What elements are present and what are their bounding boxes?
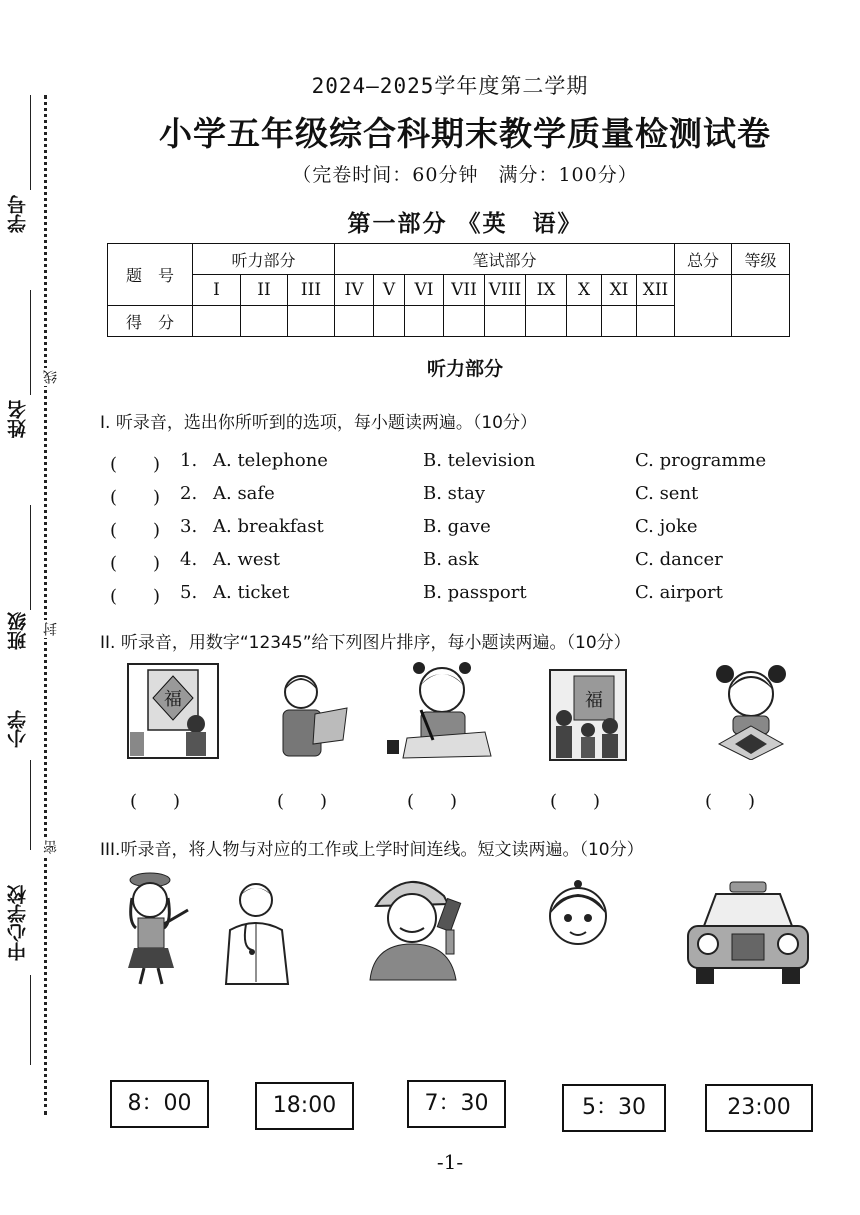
section-2-title: II. 听录音，用数字“12345”给下列图片排序，每小题读两遍。（10分） [100, 633, 631, 653]
time-box[interactable]: 8：00 [110, 1080, 209, 1128]
listening-header: 听力部分 [193, 244, 335, 275]
question-number-header: 题 号 [108, 244, 193, 306]
picture-painter [360, 870, 480, 982]
grade-header: 等级 [732, 244, 790, 275]
question-number: 5. [180, 582, 198, 603]
time-box[interactable]: 23:00 [705, 1084, 813, 1132]
question-number: 4. [180, 549, 198, 570]
option-b: B. stay [423, 483, 486, 504]
margin-mark-secret: 密 [43, 840, 59, 854]
answer-paren[interactable]: ( ) [110, 553, 161, 574]
listening-heading: 听力部分 [426, 358, 503, 380]
score-row-label: 得 分 [108, 306, 193, 337]
section-1-title: I. 听录音，选出你所听到的选项，每小题读两遍。（10分） [100, 413, 537, 433]
total-header: 总分 [675, 244, 732, 275]
school-year: 2024—2025学年度第二学期 [311, 74, 589, 98]
part-title: 第一部分 《英 语》 [347, 211, 583, 237]
central-school-label: 中心学校 [7, 885, 29, 961]
section-numeral: VIII [485, 275, 526, 306]
option-b: B. passport [423, 582, 527, 603]
question-row [110, 582, 810, 608]
school-blank[interactable] [30, 760, 31, 850]
picture-girl-reading [273, 670, 351, 762]
question-number: 3. [180, 516, 198, 537]
time-box[interactable]: 7：30 [407, 1080, 506, 1128]
question-row [110, 450, 810, 476]
score-cell[interactable] [405, 306, 444, 337]
name-label: 姓名 [7, 400, 29, 438]
time-box[interactable]: 5：30 [562, 1084, 666, 1132]
option-a: A. safe [213, 483, 275, 504]
order-paren[interactable]: ( ) [276, 791, 328, 812]
score-cell[interactable] [374, 306, 405, 337]
score-cell[interactable] [567, 306, 602, 337]
student-id-label: 学号 [7, 195, 29, 233]
answer-paren[interactable]: ( ) [110, 586, 161, 607]
option-b: B. television [423, 450, 536, 471]
page-number: -1- [436, 1150, 464, 1174]
section-numeral: I [193, 275, 241, 306]
class-blank[interactable] [30, 505, 31, 610]
svg-text:福: 福 [585, 690, 603, 711]
time-box[interactable]: 18:00 [255, 1082, 354, 1130]
score-cell[interactable] [241, 306, 288, 337]
order-paren[interactable]: ( ) [549, 791, 601, 812]
exam-time-info: （完卷时间：60分钟 满分：100分） [292, 164, 638, 186]
section-numeral: VI [405, 275, 444, 306]
picture-family-fu [548, 668, 628, 762]
section-numeral: X [567, 275, 602, 306]
school-label: 小学 [7, 710, 29, 748]
section-numeral: V [374, 275, 405, 306]
section-numeral: XII [637, 275, 675, 306]
section-3-title: III.听录音，将人物与对应的工作或上学时间连线。短文读两遍。（10分） [100, 840, 644, 860]
grade-cell[interactable] [732, 275, 790, 337]
question-row [110, 516, 810, 542]
answer-paren[interactable]: ( ) [110, 454, 161, 475]
option-c: C. dancer [635, 549, 723, 570]
picture-girl-face [540, 878, 616, 950]
written-header: 笔试部分 [335, 244, 675, 275]
svg-text:福: 福 [164, 689, 182, 710]
option-a: A. ticket [213, 582, 290, 603]
score-cell[interactable] [288, 306, 335, 337]
answer-paren[interactable]: ( ) [110, 487, 161, 508]
section-numeral: IV [335, 275, 374, 306]
question-row [110, 483, 810, 509]
question-number: 1. [180, 450, 198, 471]
section-numeral: III [288, 275, 335, 306]
picture-taxi [680, 880, 815, 988]
option-b: B. ask [423, 549, 479, 570]
score-cell[interactable] [602, 306, 637, 337]
exam-title: 小学五年级综合科期末教学质量检测试卷 [159, 114, 771, 153]
score-cell[interactable] [444, 306, 485, 337]
score-cell[interactable] [637, 306, 675, 337]
picture-fu-door [126, 662, 221, 760]
section-numeral: XI [602, 275, 637, 306]
option-c: C. sent [635, 483, 699, 504]
score-cell[interactable] [335, 306, 374, 337]
total-score-cell[interactable] [675, 275, 732, 337]
question-row [110, 549, 810, 575]
section-numeral: II [241, 275, 288, 306]
margin-mark-seal: 封 [43, 622, 59, 636]
option-b: B. gave [423, 516, 491, 537]
option-c: C. joke [635, 516, 698, 537]
question-number: 2. [180, 483, 198, 504]
option-a: A. breakfast [213, 516, 324, 537]
margin-mark-line: 线 [43, 370, 59, 384]
option-c: C. airport [635, 582, 723, 603]
picture-student-girl [118, 872, 196, 987]
order-paren[interactable]: ( ) [704, 791, 756, 812]
option-a: A. west [213, 549, 280, 570]
answer-paren[interactable]: ( ) [110, 520, 161, 541]
class-label: 班级 [7, 612, 29, 650]
picture-girl-papercut [705, 660, 797, 760]
score-cell[interactable] [485, 306, 526, 337]
score-cell[interactable] [193, 306, 241, 337]
binding-dotted-line [44, 95, 47, 1115]
option-c: C. programme [635, 450, 767, 471]
option-a: A. telephone [213, 450, 328, 471]
section-numeral: VII [444, 275, 485, 306]
order-paren[interactable]: ( ) [406, 791, 458, 812]
section-numeral: IX [526, 275, 567, 306]
score-table [107, 243, 790, 337]
picture-doctor [218, 878, 296, 986]
central-school-blank[interactable] [30, 975, 31, 1065]
order-paren[interactable]: ( ) [129, 791, 181, 812]
score-cell[interactable] [526, 306, 567, 337]
picture-girl-calligraphy [385, 660, 497, 760]
